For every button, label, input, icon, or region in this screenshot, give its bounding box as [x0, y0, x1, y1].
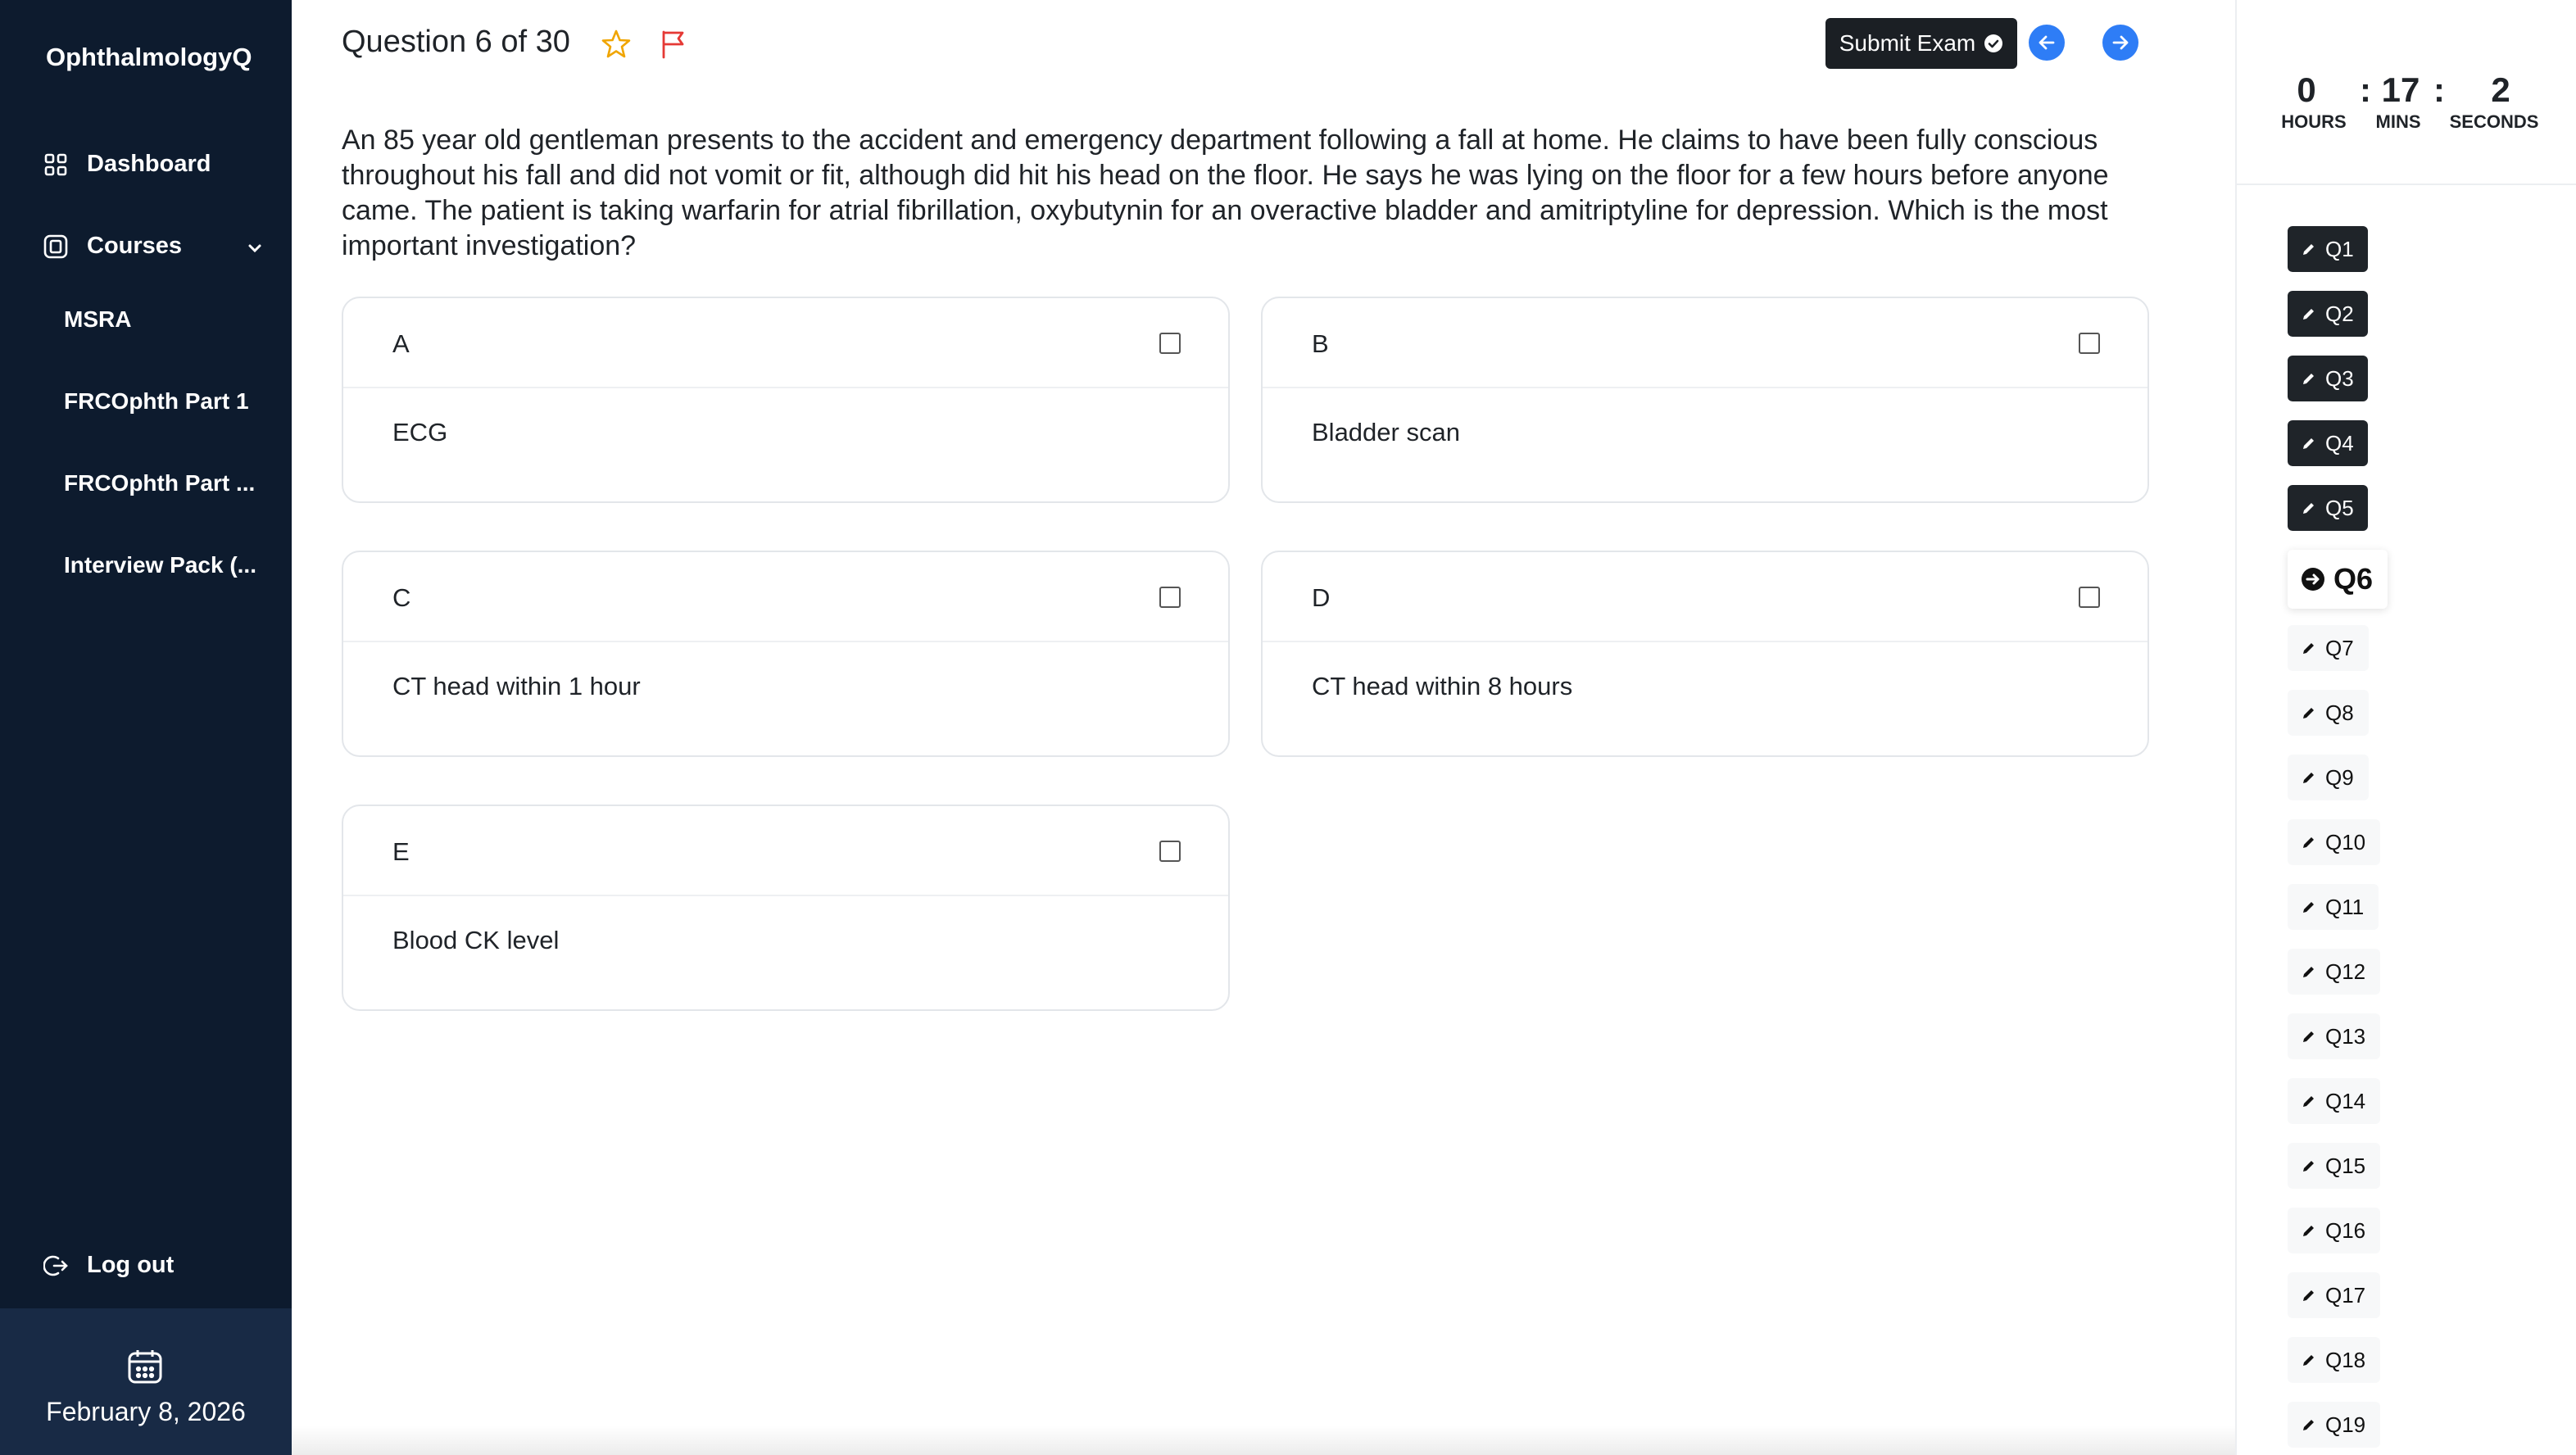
logout-icon	[43, 1253, 69, 1279]
option-checkbox[interactable]	[1159, 587, 1181, 608]
pencil-icon	[2301, 705, 2325, 721]
question-nav-label: Q18	[2325, 1347, 2366, 1372]
question-nav-label: Q5	[2325, 495, 2354, 520]
timer-colon: :	[2433, 70, 2445, 109]
option-header	[343, 806, 1228, 896]
option-checkbox[interactable]	[1159, 841, 1181, 862]
question-nav-label: Q13	[2325, 1023, 2366, 1049]
next-question-button[interactable]	[2102, 25, 2138, 61]
question-nav-q10[interactable]	[2288, 819, 2380, 865]
option-header	[343, 552, 1228, 642]
option-letter: C	[392, 583, 411, 612]
question-nav-label: Q4	[2325, 430, 2354, 456]
sidebar	[0, 0, 292, 1455]
submit-exam-button[interactable]	[1825, 18, 2017, 69]
question-counter: Question 6 of 30	[342, 25, 570, 59]
pencil-icon	[2301, 500, 2325, 516]
question-nav-label: Q16	[2325, 1217, 2366, 1243]
option-header	[1263, 298, 2147, 388]
question-nav-label: Q14	[2325, 1088, 2366, 1113]
question-nav-q9[interactable]	[2288, 755, 2369, 800]
option-letter: E	[392, 837, 410, 866]
option-letter: D	[1312, 583, 1331, 612]
submit-exam-label: Submit Exam	[1839, 30, 1976, 56]
question-nav-label: Q17	[2325, 1282, 2366, 1308]
question-nav-q5[interactable]	[2288, 485, 2368, 531]
pencil-icon	[2301, 834, 2325, 850]
option-text: CT head within 8 hours	[1312, 672, 1573, 700]
nav-dashboard[interactable]	[43, 151, 211, 178]
timer-mins-label: MINS	[2375, 111, 2421, 132]
arrow-right-icon	[2110, 32, 2131, 53]
pencil-icon	[2301, 1287, 2325, 1303]
timer-minutes: 17	[2381, 70, 2420, 109]
star-icon[interactable]	[600, 28, 633, 61]
question-nav-label: Q3	[2325, 365, 2354, 391]
course-item-msra[interactable]: MSRA	[64, 306, 132, 332]
question-nav-label: Q1	[2325, 236, 2354, 261]
option-checkbox[interactable]	[2079, 333, 2100, 354]
question-nav-q17[interactable]	[2288, 1272, 2380, 1318]
logout-label: Log out	[87, 1252, 175, 1278]
option-header	[343, 298, 1228, 388]
arrow-right-circle-icon	[2301, 567, 2333, 592]
answer-option-e[interactable]	[342, 805, 1230, 1011]
answer-option-a[interactable]	[342, 297, 1230, 503]
pencil-icon	[2301, 1028, 2325, 1045]
pencil-icon	[2301, 899, 2325, 915]
question-nav-label: Q9	[2325, 764, 2354, 790]
question-nav-label: Q19	[2325, 1412, 2366, 1437]
question-nav-q8[interactable]	[2288, 690, 2369, 736]
course-item-frcophth-part1[interactable]: FRCOphth Part 1	[64, 388, 249, 414]
question-nav-q1[interactable]	[2288, 226, 2368, 272]
pencil-icon	[2301, 1416, 2325, 1433]
question-nav-label: Q8	[2325, 700, 2354, 725]
timer-seconds-label: SECONDS	[2449, 111, 2539, 132]
question-nav-q14[interactable]	[2288, 1078, 2380, 1124]
question-nav-q3[interactable]	[2288, 356, 2368, 401]
timer-hours-label: HOURS	[2281, 111, 2347, 132]
pencil-icon	[2301, 769, 2325, 786]
question-nav-label: Q12	[2325, 959, 2366, 984]
question-nav-q6[interactable]	[2288, 550, 2388, 609]
question-nav-label: Q15	[2325, 1153, 2366, 1178]
question-stem: An 85 year old gentleman presents to the accident and emergency department following a fall at home. He claims to have been fully conscious throughout his fall and did not vomit or fit, although did hit his head on the floor. He says he was lying on the floor for a few hours before anyone came. The patient is taking warfarin for atrial fibrillation, oxybutynin for an overactive bladder and amitriptyline for depression. Which is the most important investigation?	[342, 125, 2109, 261]
pencil-icon	[2301, 370, 2325, 387]
nav-courses-label: Courses	[87, 233, 183, 259]
check-circle-icon	[1984, 34, 2003, 53]
question-nav-q16[interactable]	[2288, 1208, 2380, 1253]
question-nav-label: Q7	[2325, 635, 2354, 660]
logout-button[interactable]	[43, 1252, 174, 1279]
answer-option-d[interactable]	[1261, 551, 2149, 757]
courses-book-icon	[43, 233, 69, 260]
answer-option-b[interactable]	[1261, 297, 2149, 503]
option-header	[1263, 552, 2147, 642]
chevron-down-icon[interactable]	[244, 238, 265, 259]
arrow-left-icon	[2036, 32, 2057, 53]
question-nav-q7[interactable]	[2288, 625, 2369, 671]
option-letter: B	[1312, 329, 1329, 358]
question-nav-label: Q10	[2325, 829, 2366, 854]
timer-seconds: 2	[2491, 70, 2510, 109]
question-nav-q13[interactable]	[2288, 1013, 2380, 1059]
option-text: CT head within 1 hour	[392, 672, 641, 700]
brand-logo-text: OphthalmologyQ	[46, 43, 252, 71]
course-item-interview-pack[interactable]: Interview Pack (...	[64, 552, 256, 578]
bottom-scroll-shadow	[292, 1426, 2235, 1455]
pencil-icon	[2301, 1158, 2325, 1174]
previous-question-button[interactable]	[2029, 25, 2065, 61]
question-nav-label: Q2	[2325, 301, 2354, 326]
option-text: Bladder scan	[1312, 418, 1460, 446]
course-item-frcophth-part2[interactable]: FRCOphth Part ...	[64, 470, 256, 496]
question-nav-q19[interactable]	[2288, 1402, 2380, 1448]
answer-option-c[interactable]	[342, 551, 1230, 757]
current-date: February 8, 2026	[46, 1397, 246, 1426]
dashboard-grid-icon	[43, 152, 69, 178]
question-nav-q2[interactable]	[2288, 291, 2368, 337]
pencil-icon	[2301, 1093, 2325, 1109]
option-text: Blood CK level	[392, 926, 560, 954]
question-navigator-panel	[2235, 0, 2576, 1455]
pencil-icon	[2301, 241, 2325, 257]
question-nav-label: Q11	[2325, 894, 2365, 919]
question-nav-label: Q6	[2333, 562, 2374, 596]
pencil-icon	[2301, 435, 2325, 451]
option-letter: A	[392, 329, 410, 358]
pencil-icon	[2301, 306, 2325, 322]
option-checkbox[interactable]	[2079, 587, 2100, 608]
pencil-icon	[2301, 640, 2325, 656]
option-text: ECG	[392, 418, 448, 446]
question-nav-q12[interactable]	[2288, 949, 2380, 995]
flag-icon[interactable]	[657, 28, 690, 61]
date-panel	[0, 1308, 292, 1455]
divider	[2237, 184, 2576, 185]
pencil-icon	[2301, 1352, 2325, 1368]
question-nav-q4[interactable]	[2288, 420, 2368, 466]
nav-dashboard-label: Dashboard	[87, 151, 211, 177]
timer-hours: 0	[2297, 70, 2316, 109]
timer-colon: :	[2360, 70, 2371, 109]
option-checkbox[interactable]	[1159, 333, 1181, 354]
nav-courses[interactable]	[43, 233, 182, 260]
calendar-icon	[126, 1348, 164, 1385]
pencil-icon	[2301, 963, 2325, 980]
question-nav-q15[interactable]	[2288, 1143, 2380, 1189]
question-nav-q11[interactable]	[2288, 884, 2379, 930]
question-nav-q18[interactable]	[2288, 1337, 2380, 1383]
pencil-icon	[2301, 1222, 2325, 1239]
